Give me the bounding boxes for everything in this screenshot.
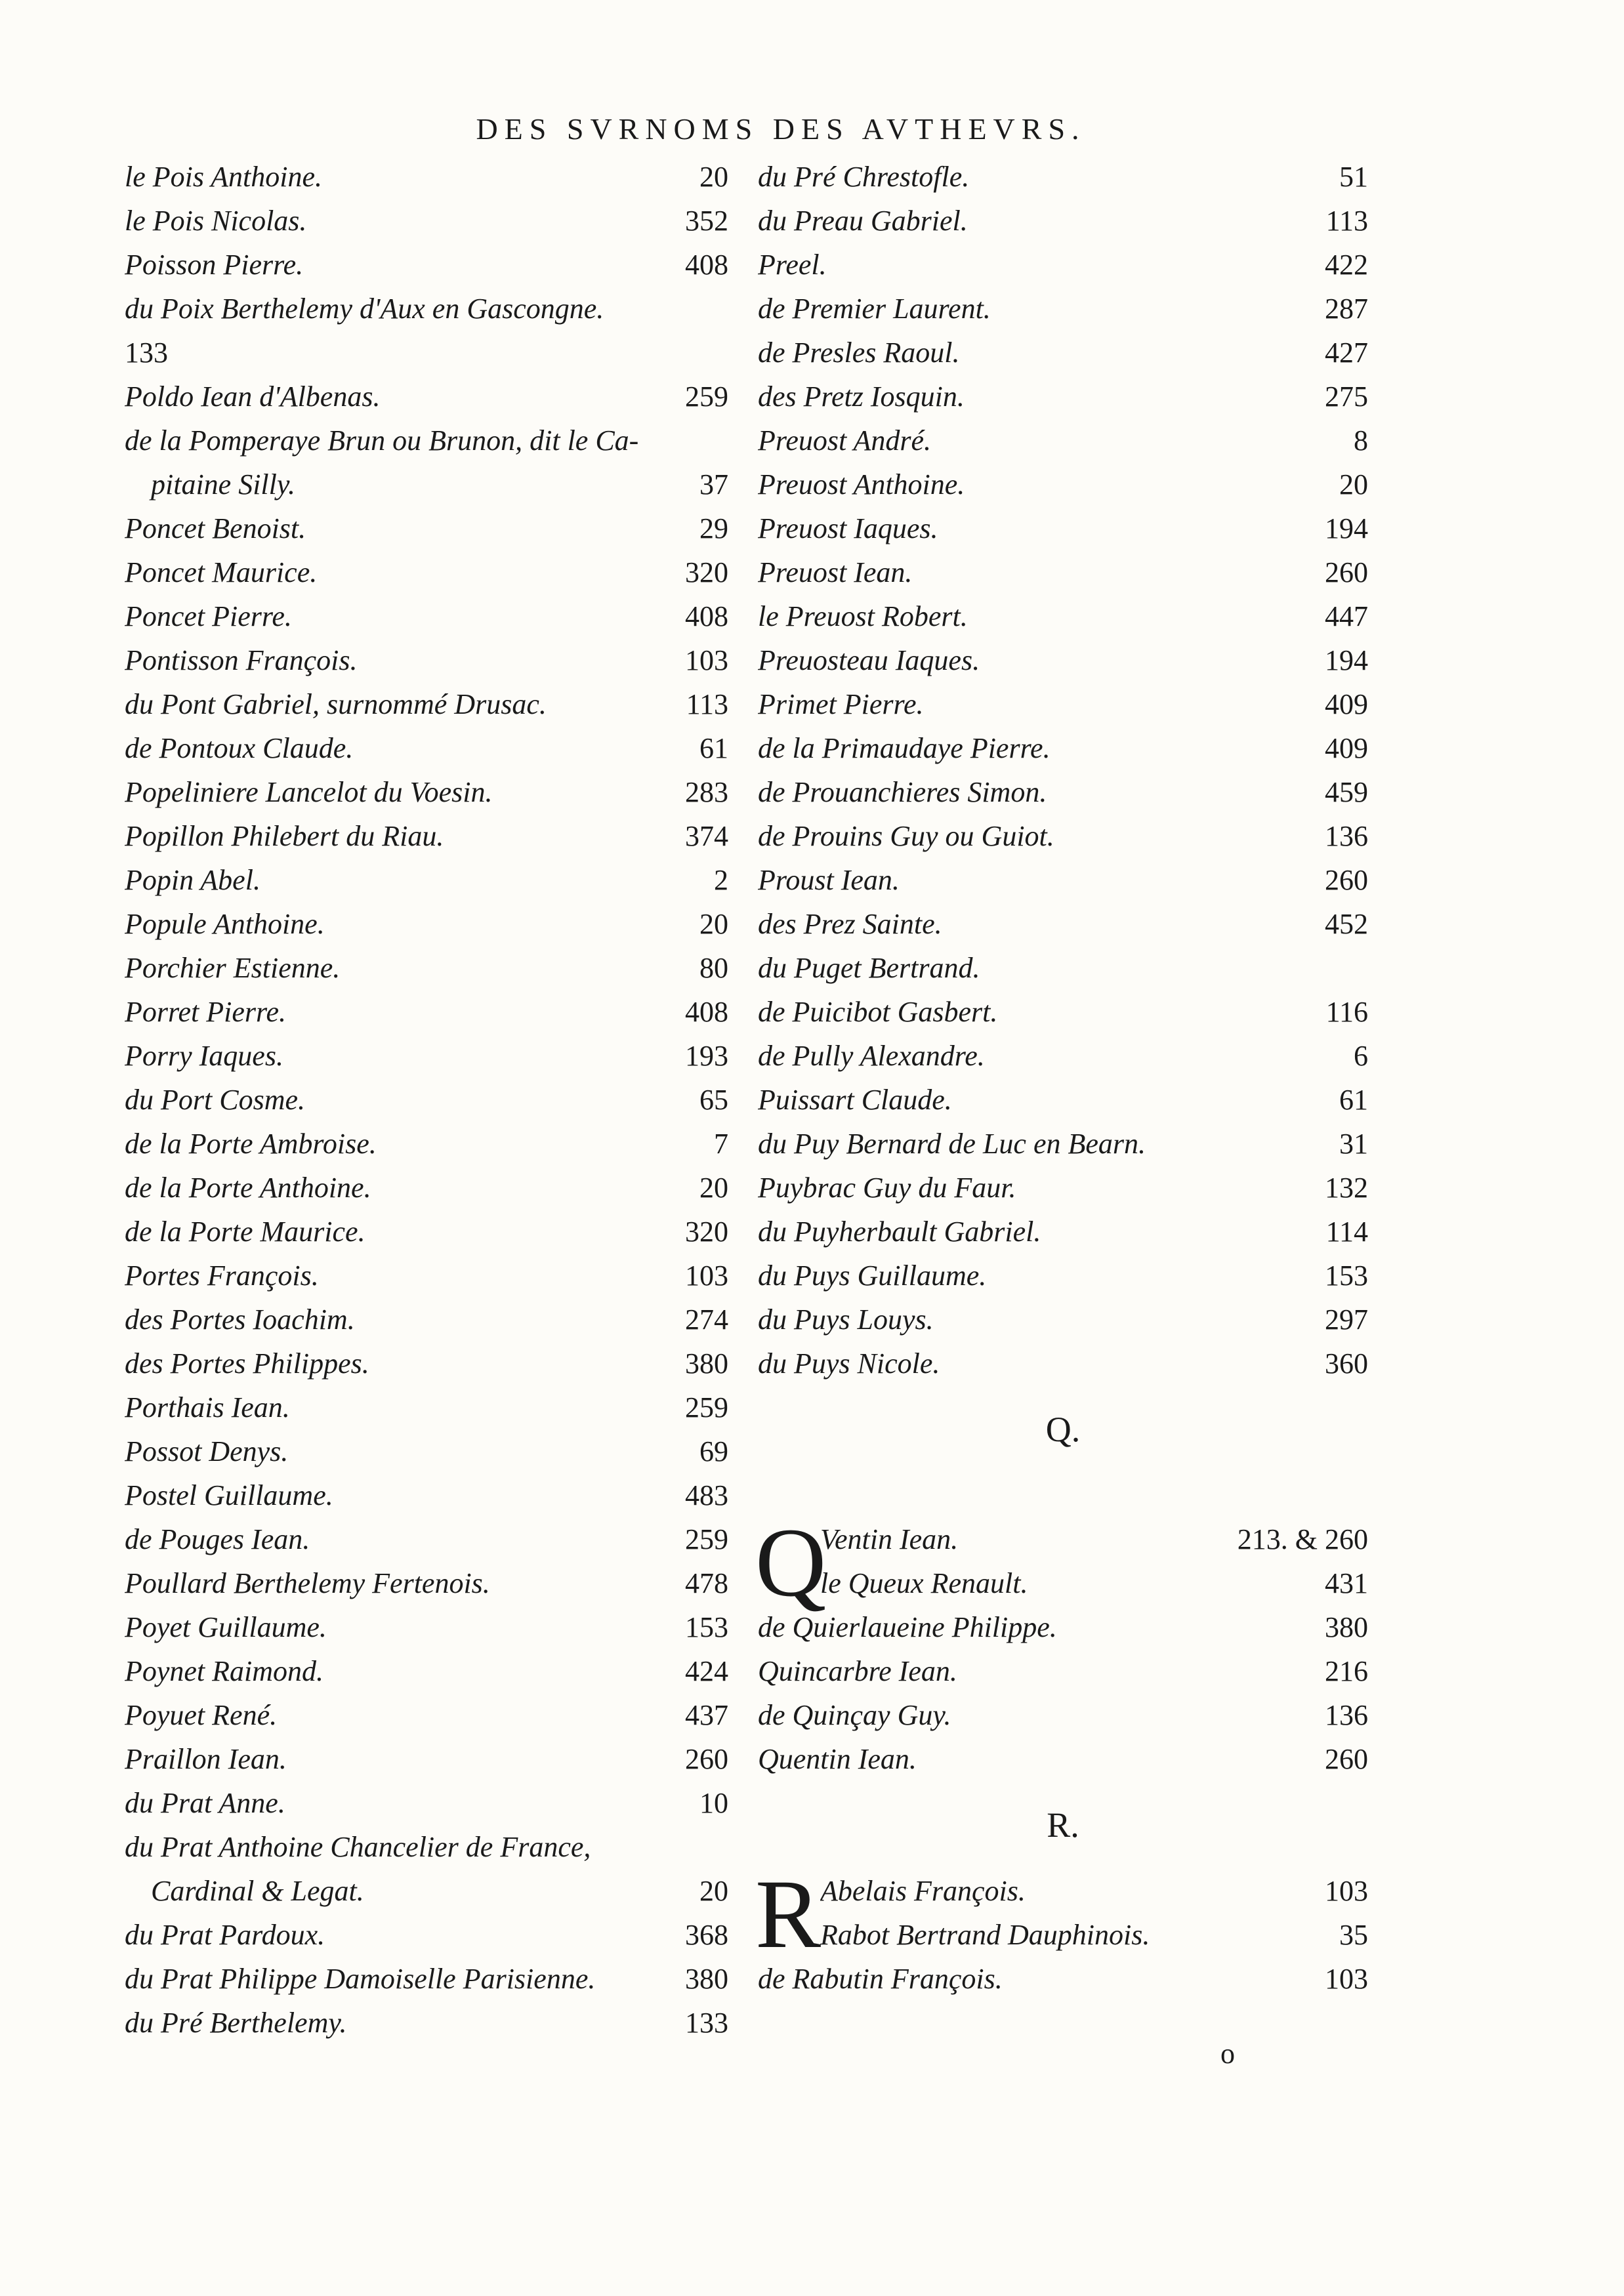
index-entry [125, 638, 728, 682]
entry-name: du Port Cosme. [125, 1084, 305, 1116]
entry-page-number: 259 [685, 1391, 728, 1424]
index-entry [125, 1693, 728, 1737]
entry-page-number: 360 [1325, 1347, 1368, 1380]
entry-page-number: 136 [1325, 1699, 1368, 1731]
entry-page-number: 409 [1325, 732, 1368, 764]
entry-page-number: 35 [1339, 1919, 1368, 1951]
entry-name: du Preau Gabriel. [758, 205, 968, 237]
entry-name: Puybrac Guy du Faur. [758, 1172, 1016, 1204]
index-entry-number: 133 [125, 337, 168, 369]
entry-name: Poyet Guillaume. [125, 1611, 327, 1643]
index-entry [125, 199, 728, 243]
entry-page-number: 37 [699, 468, 728, 501]
entry-name: le Queux Renault. [820, 1567, 1028, 1599]
entry-name: Poncet Benoist. [125, 512, 306, 544]
entry-page-number: 259 [685, 1523, 728, 1555]
index-entry [125, 858, 728, 902]
entry-page-number: 20 [1339, 468, 1368, 501]
entry-page-number: 65 [699, 1084, 728, 1116]
index-entry [125, 1429, 728, 1473]
index-entry [125, 770, 728, 814]
entry-name: Porthais Iean. [125, 1391, 290, 1424]
entry-page-number: 260 [685, 1743, 728, 1775]
index-entry [758, 1605, 1368, 1649]
entry-name: Postel Guillaume. [125, 1479, 333, 1511]
dropcap-r: R [755, 1860, 822, 1969]
signature-mark: o [1220, 2038, 1235, 2070]
entry-name: Poncet Pierre. [125, 600, 292, 632]
entry-page-number: 283 [685, 776, 728, 808]
entry-name: Popule Anthoine. [125, 908, 325, 940]
entry-name: des Portes Ioachim. [125, 1303, 355, 1336]
index-entry [125, 155, 728, 199]
entry-page-number: 80 [699, 952, 728, 984]
entry-name: du Prat Anne. [125, 1787, 285, 1819]
entry-page-number: 193 [685, 1040, 728, 1072]
index-entry [758, 814, 1368, 858]
entry-name: Porchier Estienne. [125, 952, 341, 984]
entry-page-number: 20 [699, 1172, 728, 1204]
index-entry [758, 1210, 1368, 1254]
entry-page-number: 320 [685, 556, 728, 588]
entry-name: Proust Iean. [758, 864, 900, 896]
index-entry [125, 1473, 728, 1517]
index-entry [758, 1913, 1368, 1957]
entry-name: Popin Abel. [125, 864, 260, 896]
dropcap-q: Q [755, 1508, 827, 1617]
left-column [125, 155, 728, 2045]
entry-page-number: 374 [685, 820, 728, 852]
entry-name: Poynet Raimond. [125, 1655, 324, 1687]
entry-page-number: 31 [1339, 1128, 1368, 1160]
entry-name: du Puyherbault Gabriel. [758, 1216, 1041, 1248]
entry-page-number: 116 [1325, 996, 1368, 1028]
entry-page-number: 424 [685, 1655, 728, 1687]
entry-name: Poncet Maurice. [125, 556, 318, 588]
entry-page-number: 260 [1325, 1743, 1368, 1775]
section-gap [758, 1473, 1368, 1517]
index-entry [758, 990, 1368, 1034]
index-entry [125, 1781, 728, 1825]
index-entry [758, 638, 1368, 682]
entry-name: de Premier Laurent. [758, 293, 991, 325]
entry-page-number: 103 [1325, 1963, 1368, 1995]
index-entry [758, 1693, 1368, 1737]
entry-name: Pontisson François. [125, 644, 358, 676]
entry-name: de Rabutin François. [758, 1963, 1003, 1995]
entry-page-number: 380 [1325, 1611, 1368, 1643]
entry-page-number: 431 [1325, 1567, 1368, 1599]
right-column-entries [758, 155, 1368, 1385]
entry-page-number: 153 [685, 1611, 728, 1643]
entry-page-number: 260 [1325, 556, 1368, 588]
entry-page-number: 437 [685, 1699, 728, 1731]
entry-name: de Prouins Guy ou Guiot. [758, 820, 1054, 852]
entry-page-number: 380 [685, 1347, 728, 1380]
entry-page-number: 287 [1325, 293, 1368, 325]
index-entry [758, 287, 1368, 331]
section-letter-r: R. [1047, 1805, 1079, 1845]
entry-name: Quentin Iean. [758, 1743, 917, 1775]
entry-name: du Puy Bernard de Luc en Bearn. [758, 1128, 1146, 1160]
entry-name: Puissart Claude. [758, 1084, 952, 1116]
entry-page-number: 368 [685, 1919, 728, 1951]
index-entry [125, 2001, 728, 2045]
entry-name: de Quierlaueine Philippe. [758, 1611, 1057, 1643]
entry-page-number: 133 [685, 2007, 728, 2039]
index-entry [125, 1078, 728, 1122]
entry-page-number: 103 [1325, 1875, 1368, 1907]
entry-name: le Pois Nicolas. [125, 205, 307, 237]
index-entry [758, 506, 1368, 550]
index-entry [125, 682, 728, 726]
index-entry [758, 550, 1368, 594]
index-entry [758, 1517, 1368, 1561]
section-letter-q: Q. [1045, 1410, 1081, 1449]
index-entry [758, 858, 1368, 902]
entry-name: Poldo Iean d'Albenas. [125, 380, 381, 413]
index-entry [758, 594, 1368, 638]
section-q-block [755, 1508, 1368, 1781]
index-entry [125, 550, 728, 594]
entry-name: de Quinçay Guy. [758, 1699, 951, 1731]
entry-page-number: 275 [1325, 380, 1368, 413]
entry-name: le Preuost Robert. [758, 600, 968, 632]
entry-name: Popillon Philebert du Riau. [125, 820, 444, 852]
index-entry [758, 1561, 1368, 1605]
entry-name: Primet Pierre. [758, 688, 924, 720]
entry-page-number: 274 [685, 1303, 728, 1336]
entry-page-number: 61 [1339, 1084, 1368, 1116]
entry-page-number: 447 [1325, 600, 1368, 632]
entry-name: de la Porte Anthoine. [125, 1172, 371, 1204]
index-entry [125, 902, 728, 946]
index-entry [758, 1078, 1368, 1122]
index-entry [125, 1517, 728, 1561]
running-header: DES SVRNOMS DES AVTHEVRS. [476, 112, 1086, 146]
entry-name: de Pully Alexandre. [758, 1040, 985, 1072]
entry-page-number: 6 [1354, 1040, 1368, 1072]
index-entry [758, 1957, 1368, 2001]
index-entry [758, 902, 1368, 946]
index-entry [125, 1298, 728, 1342]
entry-page-number: 459 [1325, 776, 1368, 808]
entry-name: Preel. [758, 249, 827, 281]
entry-page-number: 427 [1325, 337, 1368, 369]
entry-name: Poisson Pierre. [125, 249, 304, 281]
index-entry [758, 1166, 1368, 1210]
entry-page-number: 20 [699, 1875, 728, 1907]
index-entry [758, 331, 1368, 375]
entry-name: Preuost André. [758, 424, 931, 457]
index-entry [758, 155, 1368, 199]
index-entry [125, 726, 728, 770]
entry-page-number: 352 [685, 205, 728, 237]
index-entry [758, 1254, 1368, 1298]
index-entry [758, 682, 1368, 726]
entry-name: de Pontoux Claude. [125, 732, 354, 764]
entry-page-number: 7 [714, 1128, 728, 1160]
index-entry [125, 1122, 728, 1166]
index-entry [758, 243, 1368, 287]
index-entry [758, 1034, 1368, 1078]
entry-page-number: 422 [1325, 249, 1368, 281]
entry-name: Rabot Bertrand Dauphinois. [820, 1919, 1150, 1951]
entry-name: Porret Pierre. [125, 996, 287, 1028]
entry-name: des Prez Sainte. [758, 908, 942, 940]
entry-page-number: 114 [1325, 1216, 1368, 1248]
index-entry [758, 419, 1368, 462]
entry-name: Porry Iaques. [125, 1040, 283, 1072]
entry-name: du Prat Anthoine Chancelier de France, [125, 1831, 591, 1863]
entry-page-number: 260 [1325, 864, 1368, 896]
entry-page-number: 483 [685, 1479, 728, 1511]
entry-name: Preuost Anthoine. [758, 468, 965, 501]
index-entry [125, 1210, 728, 1254]
entry-name: Poullard Berthelemy Fertenois. [125, 1567, 490, 1599]
entry-name: de Pouges Iean. [125, 1523, 310, 1555]
entry-name: Possot Denys. [125, 1435, 289, 1467]
index-entry [758, 1298, 1368, 1342]
entry-name: de la Porte Maurice. [125, 1216, 365, 1248]
entry-name: Preuost Iean. [758, 556, 913, 588]
index-entry [125, 419, 728, 462]
entry-page-number: 20 [699, 908, 728, 940]
entry-name: des Pretz Iosquin. [758, 380, 965, 413]
index-entry [125, 1254, 728, 1298]
entry-name: du Poix Berthelemy d'Aux en Gascongne. [125, 293, 604, 325]
index-entry [758, 726, 1368, 770]
entry-page-number: 10 [699, 1787, 728, 1819]
index-entry [125, 1605, 728, 1649]
entry-name: Quincarbre Iean. [758, 1655, 957, 1687]
index-entry [758, 1737, 1368, 1781]
entry-name: du Puys Louys. [758, 1303, 934, 1336]
entry-page-number: 113 [686, 688, 728, 720]
index-entry [758, 770, 1368, 814]
entry-page-number: 408 [685, 249, 728, 281]
section-r-entries [758, 1869, 1368, 2001]
entry-page-number: 194 [1325, 644, 1368, 676]
entry-name: du Prat Pardoux. [125, 1919, 325, 1951]
entry-name: Preuost Iaques. [758, 512, 938, 544]
entry-page-number: 478 [685, 1567, 728, 1599]
entry-page-number: 103 [685, 644, 728, 676]
entry-name: Popeliniere Lancelot du Voesin. [125, 776, 493, 808]
index-entry [125, 1737, 728, 1781]
entry-page-number: 409 [1325, 688, 1368, 720]
index-entry [125, 594, 728, 638]
entry-page-number: 408 [685, 600, 728, 632]
index-entry [758, 1649, 1368, 1693]
index-entry [125, 1342, 728, 1385]
index-entry [125, 1913, 728, 1957]
index-entry [125, 1385, 728, 1429]
entry-page-number: 8 [1354, 424, 1368, 457]
right-column [755, 155, 1368, 2001]
entry-page-number: 216 [1325, 1655, 1368, 1687]
entry-page-number: 153 [1325, 1260, 1368, 1292]
entry-name: Poyuet René. [125, 1699, 278, 1731]
entry-name: le Pois Anthoine. [125, 161, 323, 193]
entry-page-number: 297 [1325, 1303, 1368, 1336]
index-entry [125, 462, 728, 506]
entry-page-number: 452 [1325, 908, 1368, 940]
entry-name: du Pré Berthelemy. [125, 2007, 347, 2039]
entry-page-number: 194 [1325, 512, 1368, 544]
entry-name: du Puget Bertrand. [758, 952, 980, 984]
entry-name: de Prouanchieres Simon. [758, 776, 1047, 808]
entry-page-number: 69 [699, 1435, 728, 1467]
index-entry [125, 287, 728, 331]
entry-name: des Portes Philippes. [125, 1347, 369, 1380]
index-entry [125, 1034, 728, 1078]
index-entry [758, 199, 1368, 243]
index-entry [125, 1166, 728, 1210]
entry-name: Ventin Iean. [820, 1523, 959, 1555]
section-r-block [755, 1860, 1368, 2001]
index-entry [758, 1122, 1368, 1166]
entry-name: de Puicibot Gasbert. [758, 996, 998, 1028]
index-entry [758, 946, 1368, 990]
entry-name: du Puys Nicole. [758, 1347, 940, 1380]
index-entry [758, 1342, 1368, 1385]
index-entry [758, 1869, 1368, 1913]
entry-name: Preuosteau Iaques. [758, 644, 980, 676]
entry-page-number: 20 [699, 161, 728, 193]
index-entry [125, 375, 728, 419]
index-entry [125, 506, 728, 550]
entry-name: pitaine Silly. [151, 468, 295, 501]
entry-name: du Pont Gabriel, surnommé Drusac. [125, 688, 547, 720]
index-entry [125, 243, 728, 287]
entry-page-number: 132 [1325, 1172, 1368, 1204]
index-entry [125, 1649, 728, 1693]
index-entry [125, 1825, 728, 1869]
entry-name: du Prat Philippe Damoiselle Parisienne. [125, 1963, 596, 1995]
index-entry [125, 946, 728, 990]
entry-name: Portes François. [125, 1260, 319, 1292]
entry-page-number: 2 [714, 864, 728, 896]
entry-page-number: 320 [685, 1216, 728, 1248]
section-q-entries [758, 1517, 1368, 1781]
entry-page-number: 213. & 260 [1237, 1523, 1368, 1555]
index-entry [758, 375, 1368, 419]
index-entry [125, 1869, 728, 1913]
entry-page-number: 61 [699, 732, 728, 764]
index-entry [125, 1957, 728, 2001]
entry-name: de Presles Raoul. [758, 337, 960, 369]
index-entry [125, 814, 728, 858]
entry-page-number: 29 [699, 512, 728, 544]
index-entry [125, 1561, 728, 1605]
index-entry [125, 990, 728, 1034]
entry-name: de la Pomperaye Brun ou Brunon, dit le Ca- [125, 424, 639, 457]
index-entry [758, 462, 1368, 506]
entry-name: du Pré Chrestofle. [758, 161, 970, 193]
entry-page-number: 113 [1325, 205, 1368, 237]
entry-name: Abelais François. [820, 1875, 1026, 1907]
entry-page-number: 103 [685, 1260, 728, 1292]
entry-name: de la Porte Ambroise. [125, 1128, 377, 1160]
entry-name: Cardinal & Legat. [151, 1875, 364, 1907]
entry-page-number: 259 [685, 380, 728, 413]
entry-page-number: 380 [685, 1963, 728, 1995]
entry-name: Praillon Iean. [125, 1743, 287, 1775]
entry-name: de la Primaudaye Pierre. [758, 732, 1051, 764]
entry-page-number: 136 [1325, 820, 1368, 852]
entry-page-number: 408 [685, 996, 728, 1028]
entry-page-number: 51 [1339, 161, 1368, 193]
entry-name: du Puys Guillaume. [758, 1260, 987, 1292]
